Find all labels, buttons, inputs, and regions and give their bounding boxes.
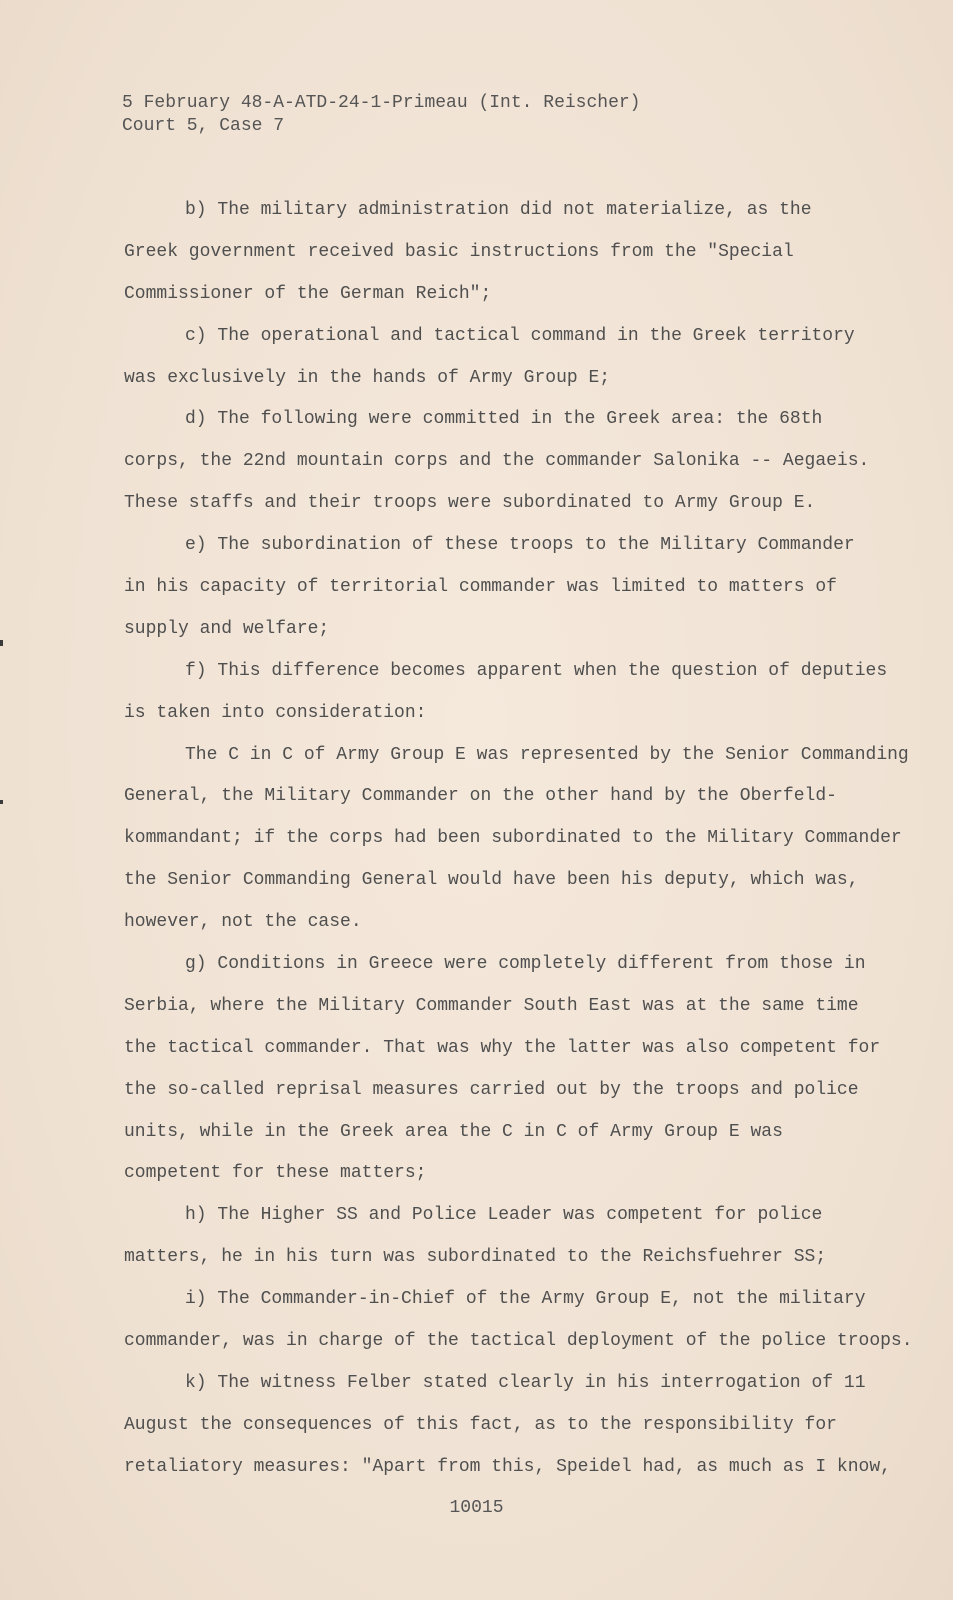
text-line: however, not the case. [124,912,362,933]
text-line: Commissioner of the German Reich"; [124,283,492,304]
text-line: supply and welfare; [124,618,330,639]
page-number: 10015 [449,1498,504,1518]
document-body [124,198,913,1497]
text-line: the tactical commander. That was why the latter was also competent for [124,1037,881,1058]
text-line: kommandant; if the corps had been subordinated to the Military Commander [124,828,902,849]
text-line: August the consequences of this fact, as to the responsibility for [124,1414,837,1435]
text-line: b) The military administration did not materialize, as the [185,200,812,220]
text-line: commander, was in charge of the tactical deployment of the police troops. [124,1331,913,1352]
text-line: the Senior Commanding General would have been his deputy, which was, [124,870,859,891]
text-line: corps, the 22nd mountain corps and the commander Salonika -- Aegaeis. [124,451,870,472]
text-line: Greek government received basic instructions from the "Special [124,241,794,262]
header-line-2: Court 5, Case 7 [122,116,285,136]
text-line: f) This difference becomes apparent when the question of deputies [185,660,888,681]
text-line: k) The witness Felber stated clearly in his interrogation of 11 [185,1372,866,1393]
text-line: retaliatory measures: "Apart from this, Speidel had, as much as I know, [124,1456,891,1477]
text-line: The C in C of Army Group E was represented by the Senior Commanding [185,744,909,765]
text-line: the so-called reprisal measures carried out by the troops and police [124,1079,859,1100]
text-line: units, while in the Greek area the C in C of Army Group E was [124,1121,783,1142]
text-line: c) The operational and tactical command in the Greek territory [185,325,855,346]
text-line: General, the Military Commander on the other hand by the Oberfeld- [124,786,837,807]
text-line: matters, he in his turn was subordinated to the Reichsfuehrer SS; [124,1247,827,1268]
text-line: was exclusively in the hands of Army Group E; [124,367,611,388]
text-line: These staffs and their troops were subordinated to Army Group E. [124,493,816,514]
text-line: Serbia, where the Military Commander South East was at the same time [124,995,859,1016]
edge-mark [0,800,3,804]
document-header [122,92,640,138]
edge-mark [0,640,3,646]
text-line: d) The following were committed in the Greek area: the 68th [185,409,823,430]
text-line: e) The subordination of these troops to the Military Commander [185,535,855,556]
text-line: g) Conditions in Greece were completely different from those in [185,954,866,975]
text-line: is taken into consideration: [124,702,427,723]
text-line: competent for these matters; [124,1163,427,1184]
text-line: in his capacity of territorial commander was limited to matters of [124,577,837,598]
text-line: i) The Commander-in-Chief of the Army Group E, not the military [185,1289,866,1310]
text-line: h) The Higher SS and Police Leader was competent for police [185,1205,823,1226]
header-line-1: 5 February 48-A-ATD-24-1-Primeau (Int. Reischer) [122,93,641,113]
